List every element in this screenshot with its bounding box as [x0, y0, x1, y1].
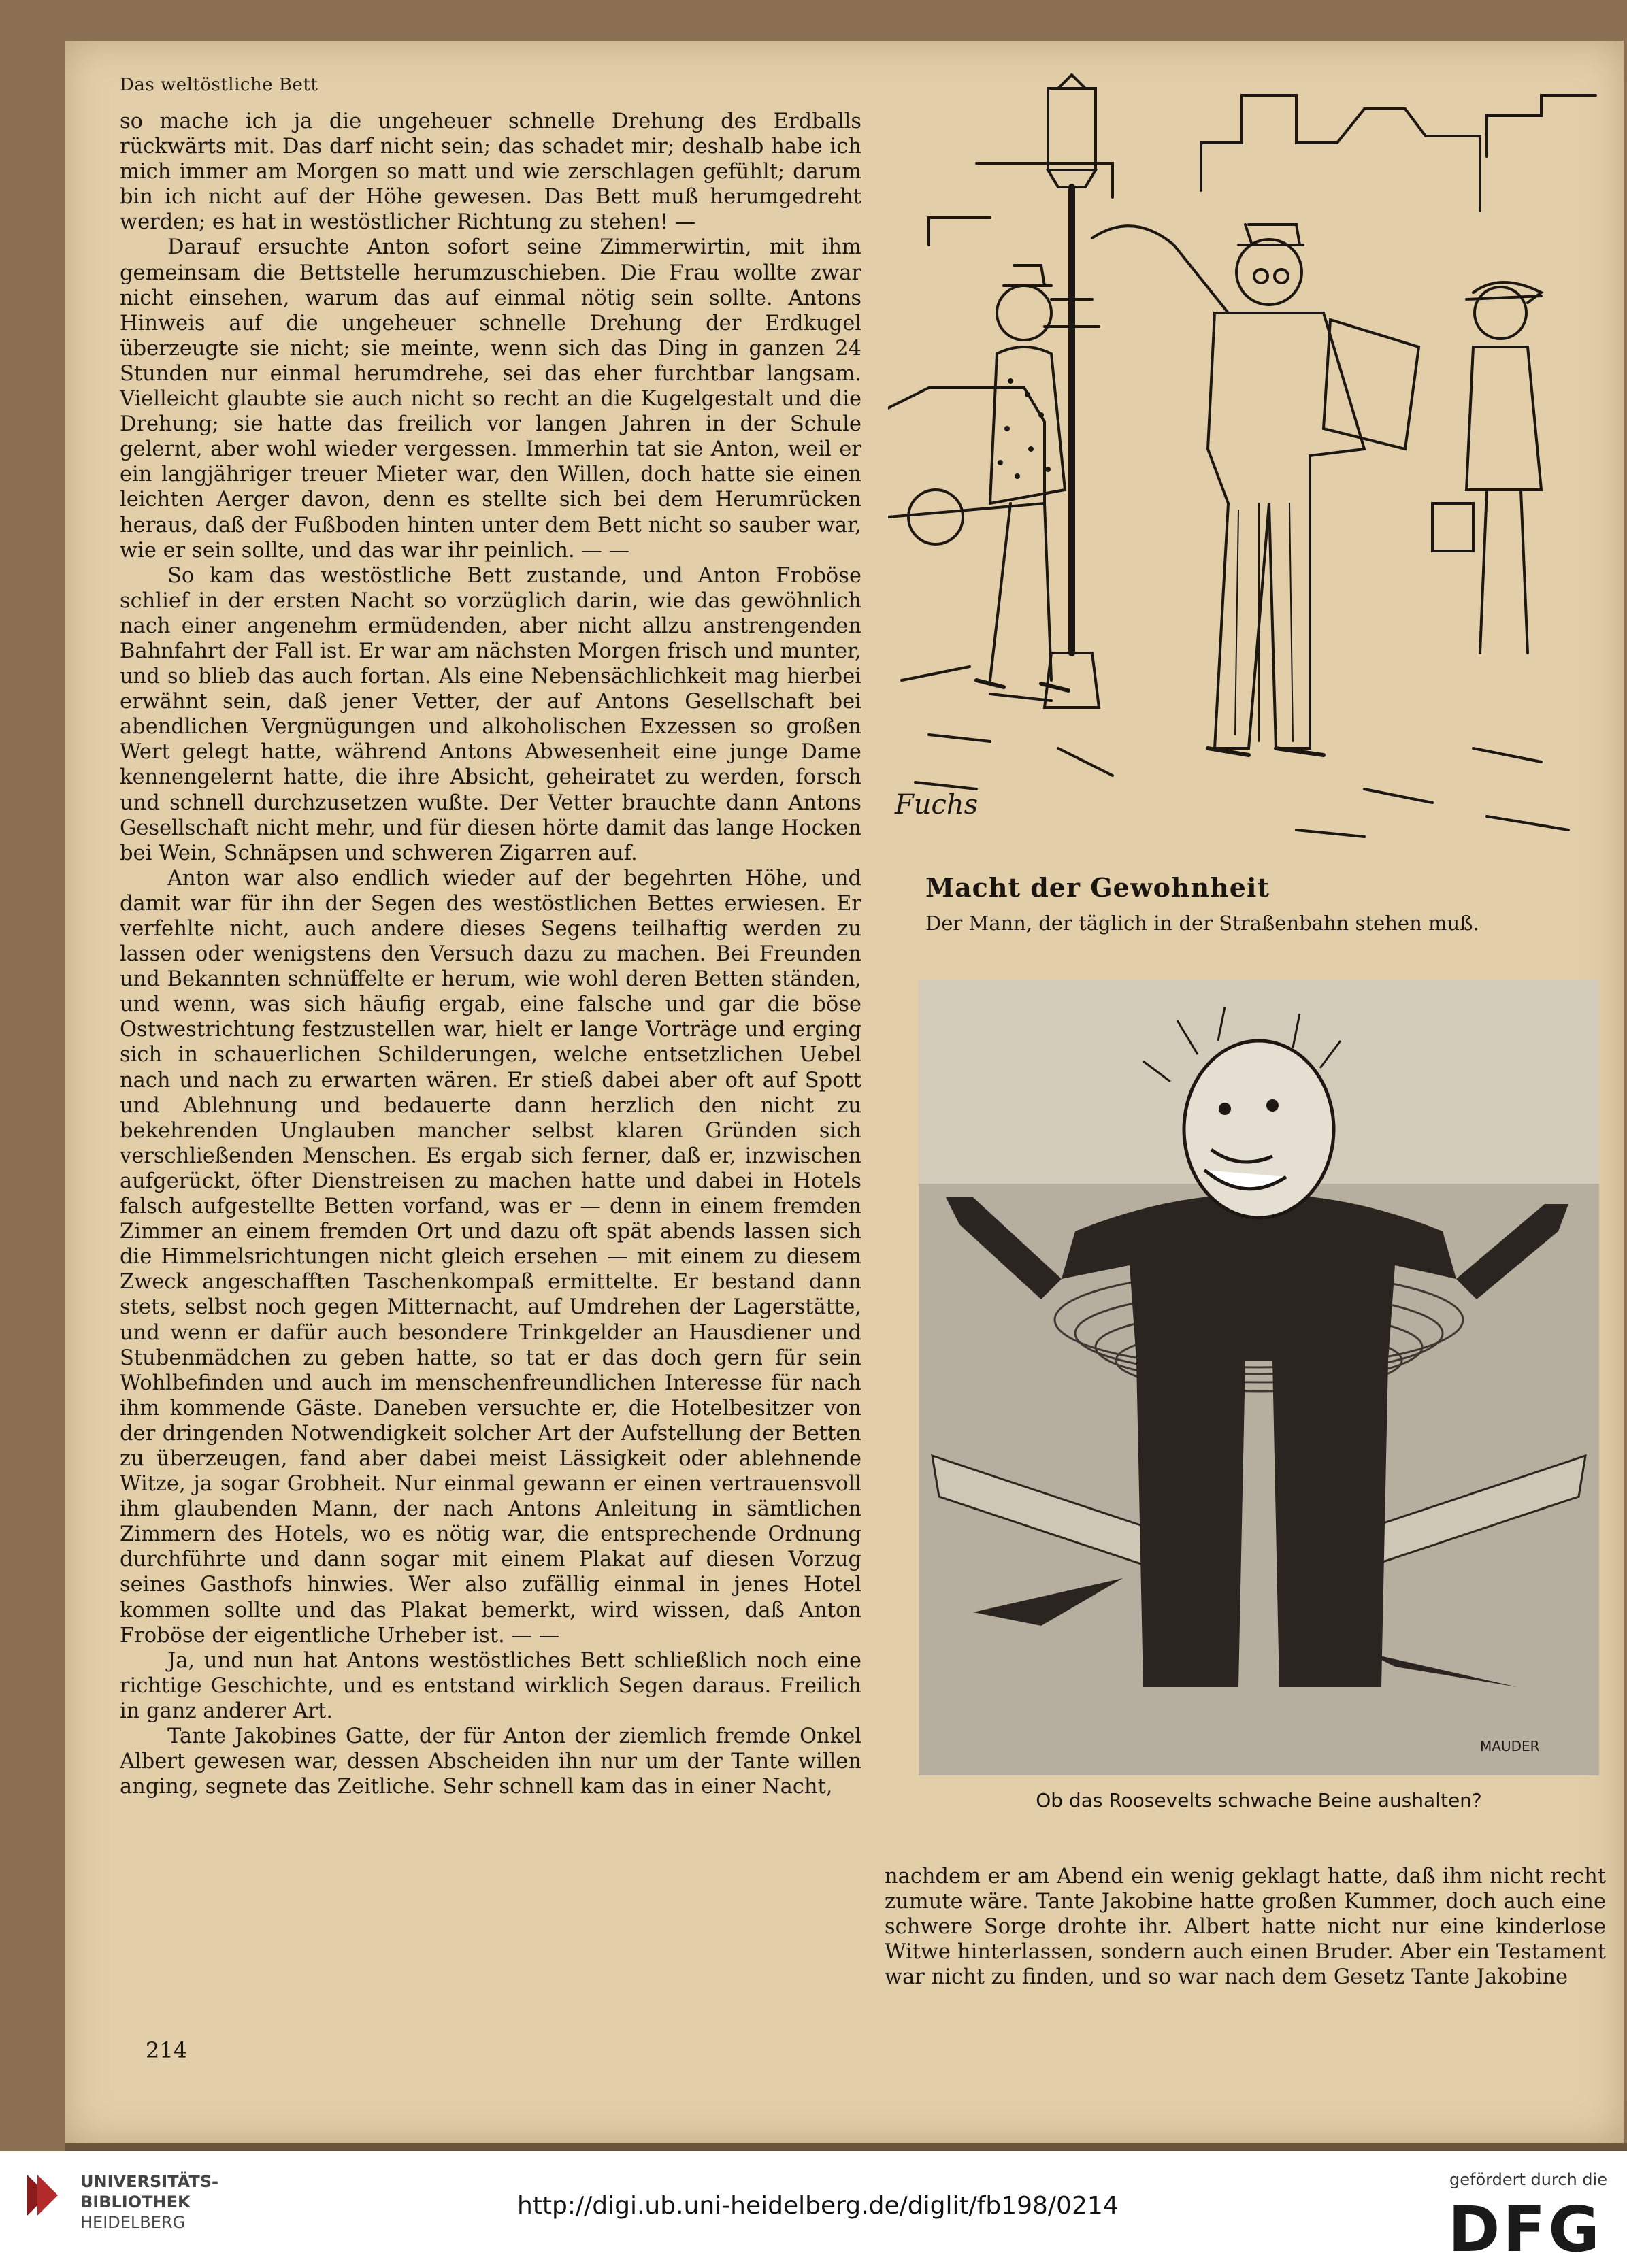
- cartoon1-caption-title: Macht der Gewohnheit: [925, 872, 1270, 903]
- paragraph: So kam das westöstliche Bett zustande, und Anton Froböse schlief in der ersten Nacht so vorzüglich darin, wie das gewöhnlich nach einer angenehm ermüdenden, aber nicht allzu anstrengenden Bahnfahrt der Fall ist. Er war am nächsten Morgen frisch und munter, und so blieb das auch fortan. Als eine Nebensächlichkeit mag hierbei erwähnt sein, daß jener Vetter, der auf Antons Gesellschaft bei abendlichen Vergnügungen und alkoholischen Exzessen so großen Wert gelegt hatte, während Antons Abwesenheit eine junge Dame kennengelernt hatte, die ihre Absicht, geheiratet zu werden, forsch und schnell durchzusetzen wußte. Der Vetter brauchte dann Antons Gesellschaft nicht mehr, und für diesen hörte damit das lange Hocken bei Wein, Schnäpsen und schweren Zigarren auf.: [120, 563, 861, 865]
- paragraph: Tante Jakobines Gatte, der für Anton der ziemlich fremde Onkel Albert gewesen war, dessen Abscheiden ihn nur um der Tante willen anging, segnete das Zeitliche. Sehr schnell kam das in einer Nacht,: [120, 1724, 861, 1799]
- funded-by-label: gefördert durch die: [1449, 2170, 1607, 2189]
- cartoon-drawing-2: [919, 980, 1599, 1775]
- institution-line-2: BIBLIOTHEK: [80, 2192, 191, 2212]
- cartoon-drawing-1: [888, 68, 1603, 864]
- page-number: 214: [146, 2037, 188, 2063]
- cartoon-roosevelt: [919, 980, 1599, 1775]
- paragraph: nachdem er am Abend ein wenig geklagt hatte, daß ihm nicht recht zumute wäre. Tante Jakobine hatte großen Kummer, doch auch eine schwere Sorge drohte ihr. Albert hatte nicht nur eine kinderlose Witwe hinterlassen, sondern auch einen Bruder. Aber ein Testament war nicht zu finden, und so war nach dem Gesetz Tante Jakobine: [885, 1865, 1606, 1990]
- left-text-column: [120, 109, 861, 1799]
- dfg-logo: DFG: [1448, 2193, 1603, 2266]
- paragraph: so mache ich ja die ungeheuer schnelle Drehung des Erdballs rückwärts mit. Das darf nicht sein; das schadet mir; deshalb habe ich mich immer am Morgen so matt und wie zerschlagen gefühlt; darum bin ich nicht auf der Höhe gewesen. Das Bett muß herumgedreht werden; es hat in westöstlicher Richtung zu stehen! —: [120, 110, 861, 235]
- institution-name: [80, 2171, 218, 2233]
- university-library-logo-icon: [24, 2168, 71, 2229]
- cartoon2-signature: MAUDER: [1480, 1738, 1540, 1754]
- institution-line-1: UNIVERSITÄTS-: [80, 2172, 219, 2191]
- paragraph: Anton war also endlich wieder auf der begehrten Höhe, und damit war für ihn der Segen des westöstlichen Bettes erwiesen. Er verfehlte nicht, auch andere dieses Segens teilhaftig werden zu lassen oder wenigstens den Versuch dazu zu machen. Bei Freunden und Bekannten schnüffelte er herum, wie wohl deren Betten ständen, und wenn, was sich häufig ergab, eine falsche und gar die böse Ostwestrichtung festzustellen war, hielt er lange Vorträge und erging sich in schauerlichen Schilderungen, welche entsetzlichen Uebel nach und nach zu erwarten wären. Er stieß dabei aber oft auf Spott und Ablehnung und bedauerte dann herzlich den nicht zu bekehrenden Unglauben mancher selbst klaren Gründen sich verschließenden Menschen. Es ergab sich ferner, daß er, inzwischen aufgerückt, öfter Dienstreisen zu machen hatte und dabei in Hotels falsch aufgestellte Betten vorfand, was er — denn in einem fremden Zimmer an einem fremden Ort und dazu oft spät abends lassen sich die Himmelsrichtungen nicht gleich ersehen — mit einem zu diesem Zweck angeschafften Taschenkompaß ermittelte. Er bestand dann stets, selbst noch gegen Mitternacht, auf Umdrehen der Lagerstätte, und wenn er dafür auch besondere Trinkgelder an Hausdiener und Stubenmädchen zu geben hatte, so tat er das doch gern für sein Wohlbefinden und auch im menschenfreundlichen Interesse für nach ihm kommende Gäste. Daneben versuchte er, die Hotelbesitzer von der dringenden Notwendigkeit solcher Art der Aufstellung der Betten zu überzeugen, fand aber dabei meist Lässigkeit oder ablehnende Witze, ja sogar Grobheit. Nur einmal gewann er einen vertrauensvoll ihm glaubenden Mann, der nach Antons Anleitung in sämtlichen Zimmern des Hotels, wo es nötig war, die entsprechende Ordnung durchführte und dann sogar mit einem Plakat auf diesen Vorzug seines Gasthofs hinwies. Wer also zufällig einmal in jenes Hotel kommen sollte und das Plakat bemerkt, wird wissen, daß Anton Froböse der eigentliche Urheber ist. — —: [120, 866, 861, 1648]
- paragraph: Ja, und nun hat Antons westöstliches Bett schließlich noch eine richtige Geschichte, und es entstand wirklich Segen daraus. Freilich in ganz anderer Art.: [120, 1648, 861, 1723]
- institution-line-3: HEIDELBERG: [80, 2213, 186, 2232]
- paper-edge: [65, 2143, 1627, 2151]
- permalink-url[interactable]: http://digi.ub.uni-heidelberg.de/diglit/fb198/0214: [517, 2192, 1119, 2220]
- cartoon-streetcar-habit: [888, 68, 1603, 864]
- running-head: Das weltöstliche Bett: [120, 75, 318, 95]
- cartoon2-caption: Ob das Roosevelts schwache Beine aushalten?: [1036, 1789, 1482, 1812]
- digitization-footer: [0, 2151, 1627, 2268]
- cartoon1-caption-text: Der Mann, der täglich in der Straßenbahn stehen muß.: [925, 912, 1479, 935]
- right-text-column: [885, 1864, 1606, 1990]
- cartoon1-signature: Fuchs: [895, 789, 979, 820]
- paragraph: Darauf ersuchte Anton sofort seine Zimmerwirtin, mit ihm gemeinsam die Bettstelle herumzuschieben. Die Frau wollte zwar nicht einsehen, warum das auf einmal nötig sein sollte. Antons Hinweis auf die ungeheuer schnelle Drehung der Erdkugel überzeugte sie nicht; sie meinte, wenn sich das Ding in ganzen 24 Stunden nur einmal herumdrehe, sei das eher furchtbar langsam. Vielleicht glaubte sie auch nicht so recht an die Kugelgestalt und die Drehung; sie hatte das freilich vor langen Jahren in der Schule gelernt, aber wohl wieder vergessen. Immerhin tat sie Anton, weil er ein langjähriger treuer Mieter war, den Willen, doch hatte sie einen leichten Aerger davon, denn es stellte sich bei dem Herumrücken heraus, daß der Fußboden hinten unter dem Bett nicht so sauber war, wie er sein sollte, und das war ihr peinlich. — —: [120, 235, 861, 563]
